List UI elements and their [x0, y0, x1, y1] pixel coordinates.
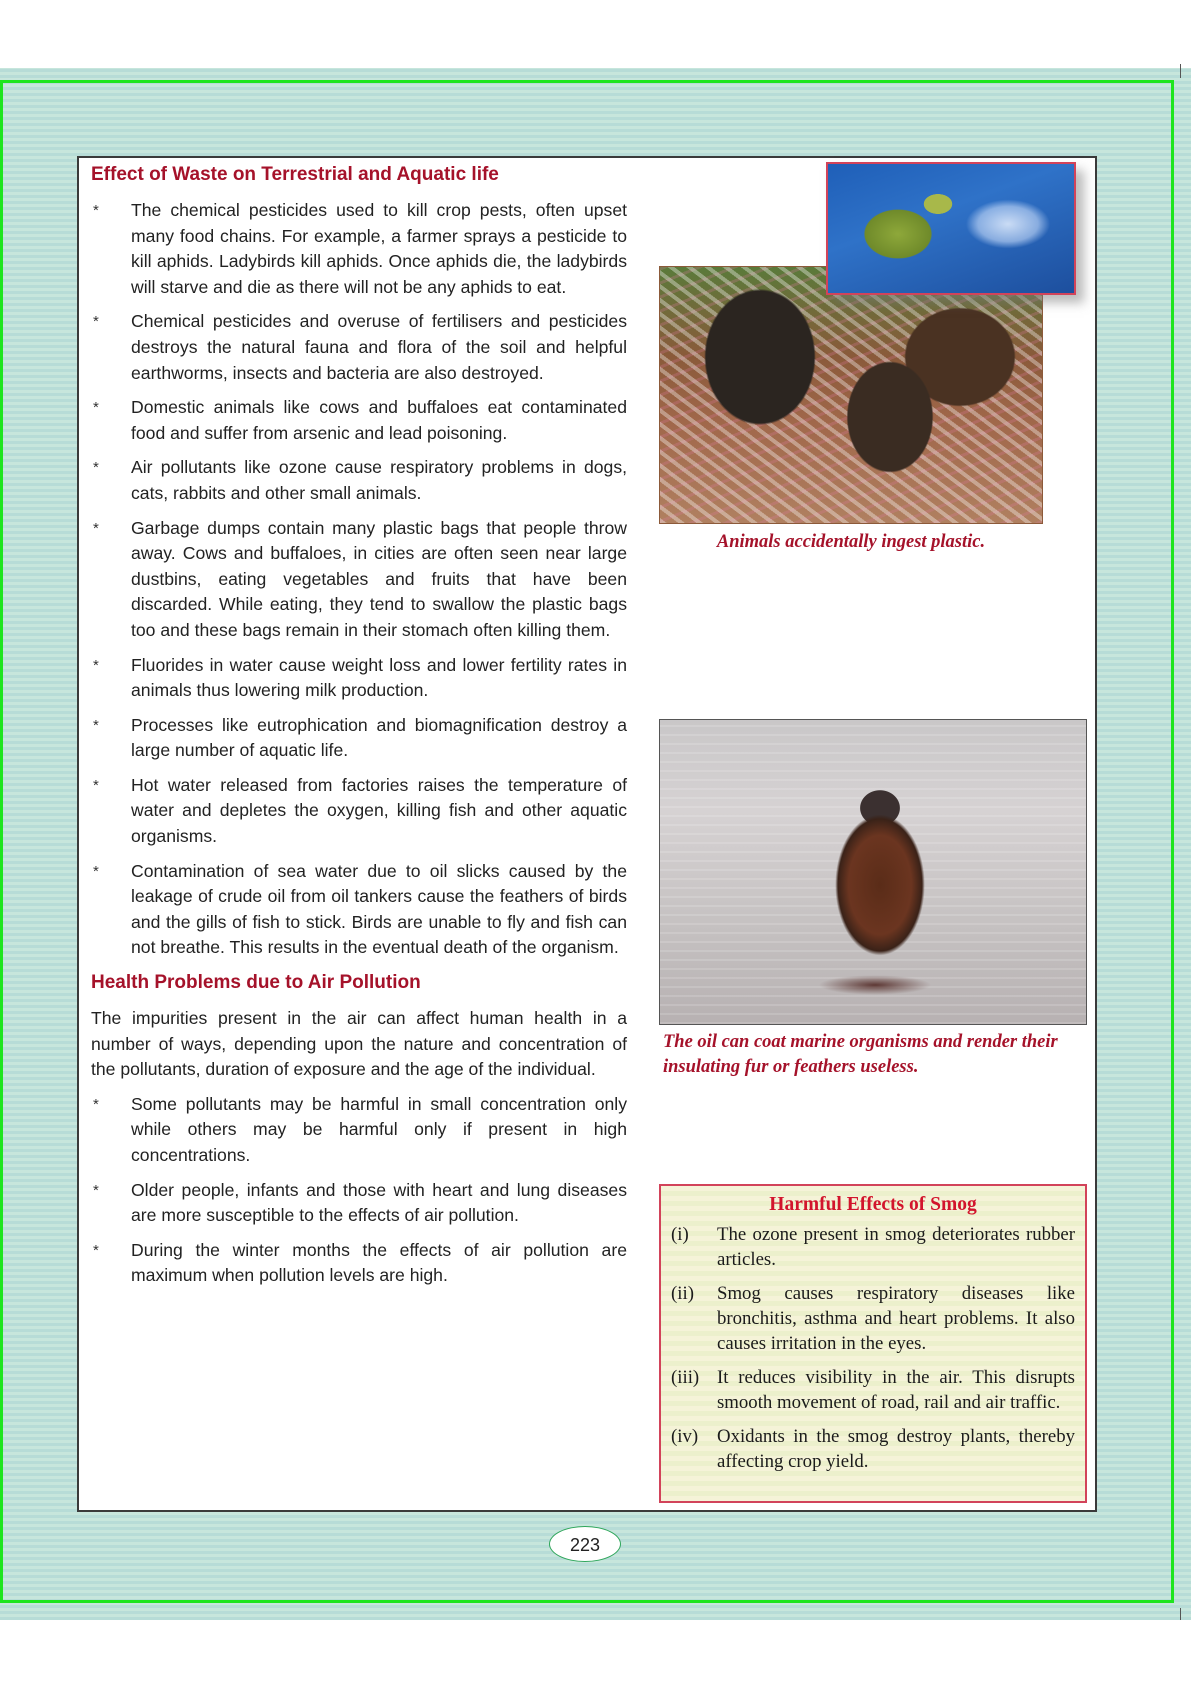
smog-item: (iv) Oxidants in the smog destroy plants, thereby affecting crop yield.: [671, 1426, 1075, 1472]
bullet-star-icon: *: [93, 656, 99, 674]
list-item: * Air pollutants like ozone cause respiratory problems in dogs, cats, rabbits and other small animals.: [93, 457, 627, 503]
trim-mark: [1180, 1608, 1181, 1620]
turtle-plastic-photo: [826, 162, 1076, 295]
figure-caption-plastic: Animals accidentally ingest plastic.: [716, 532, 986, 552]
health-effects-list: [91, 1092, 627, 1289]
list-item: * Contamination of sea water due to oil slicks caused by the leakage of crude oil from oil tankers cause the feathers of birds and the gills of fish to stick. Birds are unable to fly and fish can not breathe. This results in the eventual death of the organism.: [93, 860, 627, 958]
bullet-star-icon: *: [93, 1241, 99, 1259]
page-number: 223: [549, 1526, 621, 1562]
page-bottom-margin: [0, 1620, 1191, 1684]
trim-mark: [1180, 64, 1181, 78]
smog-item: (ii) Smog causes respiratory diseases like bronchitis, asthma and heart problems. It also causes irritation in the eyes.: [671, 1283, 1075, 1354]
bullet-star-icon: *: [93, 313, 99, 331]
effects-list: [91, 198, 627, 961]
figure-caption-oil: The oil can coat marine organisms and render their insulating fur or feathers useless.: [663, 1032, 1058, 1077]
text-column: [91, 162, 627, 1298]
buffalo-garbage-photo: [659, 266, 1043, 524]
bullet-star-icon: *: [93, 776, 99, 794]
list-item: * Chemical pesticides and overuse of fertilisers and pesticides destroys the natural fauna and flora of the soil and helpful earthworms, insects and bacteria are also destroyed.: [93, 311, 627, 383]
smog-item: (iii) It reduces visibility in the air. This disrupts smooth movement of road, rail and air traffic.: [671, 1367, 1075, 1413]
list-item: * Domestic animals like cows and buffaloes eat contaminated food and suffer from arsenic and lead poisoning.: [93, 397, 627, 443]
section-heading-terrestrial-aquatic: Effect of Waste on Terrestrial and Aquatic life: [91, 164, 499, 185]
bullet-star-icon: *: [93, 459, 99, 477]
bullet-star-icon: *: [93, 519, 99, 537]
list-item: * Processes like eutrophication and biomagnification destroy a large number of aquatic life.: [93, 714, 627, 761]
list-item: * Hot water released from factories raises the temperature of water and depletes the oxygen, killing fish and other aquatic organisms.: [93, 774, 627, 847]
list-item: * During the winter months the effects of air pollution are maximum when pollution levels are high.: [93, 1239, 627, 1286]
list-item: * Fluorides in water cause weight loss and lower fertility rates in animals thus lowering milk production.: [93, 654, 627, 701]
oiled-pelican-photo: [659, 719, 1087, 1025]
smog-effects-box: [659, 1184, 1087, 1503]
bullet-star-icon: *: [93, 399, 99, 417]
bullet-star-icon: *: [93, 716, 99, 734]
bullet-star-icon: *: [93, 202, 99, 219]
air-pollution-intro: The impurities present in the air can affect human health in a number of ways, depending upon the nature and concentration of the pollutants, duration of exposure and the age of the individual.: [91, 1008, 627, 1080]
content-box: [77, 156, 1097, 1512]
list-item: * Older people, infants and those with heart and lung diseases are more susceptible to the effects of air pollution.: [93, 1179, 627, 1226]
bullet-star-icon: *: [93, 1095, 99, 1113]
bullet-star-icon: *: [93, 862, 99, 880]
smog-item: (i) The ozone present in smog deteriorates rubber articles.: [671, 1224, 1075, 1270]
smog-box-title: Harmful Effects of Smog: [769, 1194, 977, 1215]
bullet-star-icon: *: [93, 1181, 99, 1199]
section-heading-air-pollution: Health Problems due to Air Pollution: [91, 972, 421, 994]
list-item: * Garbage dumps contain many plastic bags that people throw away. Cows and buffaloes, in cities are often seen near large dustbins, eating vegetables and fruits that have been discarded. While eating, they tend to swallow the plastic bags too and these bags remain in their stomach often killing them.: [93, 517, 627, 640]
list-item: * The chemical pesticides used to kill crop pests, often upset many food chains. For example, a farmer sprays a pesticide to kill aphids. Ladybirds kill aphids. Once aphids die, the ladybirds will starve and die as there will not be any aphids to eat.: [93, 200, 627, 297]
list-item: * Some pollutants may be harmful in small concentration only while others may be harmful only if present in high concentrations.: [93, 1093, 627, 1165]
